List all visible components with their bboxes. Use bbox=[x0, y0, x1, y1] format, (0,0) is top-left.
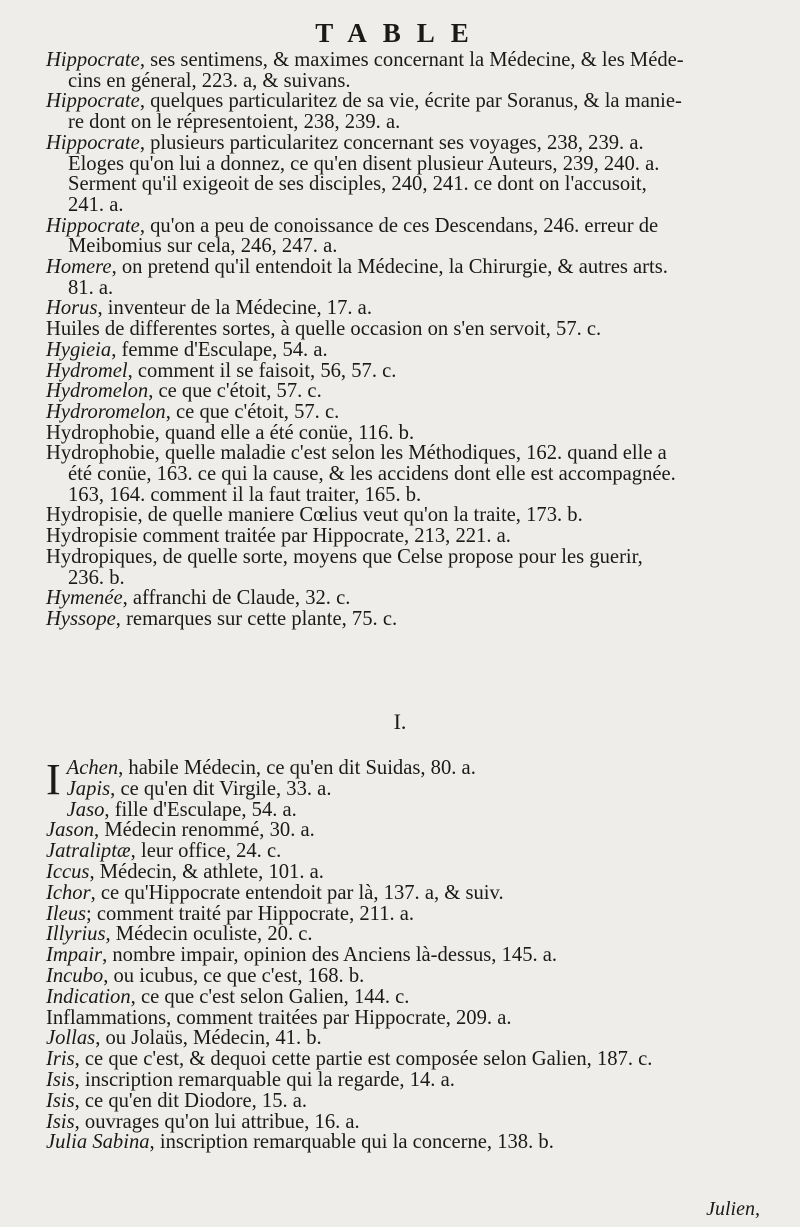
entry-term: Hippocrate bbox=[46, 49, 140, 71]
entry-term: Jollas bbox=[46, 1027, 96, 1050]
entry-text: Hydrophobie, quand elle a été conüe, 116. b. bbox=[46, 421, 415, 444]
entry-term: Illyrius bbox=[46, 923, 106, 946]
entry-text: , fille d'Esculape, 54. a. bbox=[104, 798, 297, 821]
entry-term: Isis bbox=[46, 1068, 75, 1091]
index-entry bbox=[46, 1049, 762, 1070]
index-entry bbox=[46, 1008, 762, 1029]
entry-text: , inventeur de la Médecine, 17. a. bbox=[97, 297, 372, 320]
entry-line bbox=[46, 1028, 762, 1049]
entry-text: 81. a. bbox=[68, 276, 114, 299]
entry-text: , leur office, 24. c. bbox=[130, 840, 282, 863]
entry-line bbox=[46, 1112, 762, 1133]
entry-text: , qu'on a peu de conoissance de ces Descendans, 246. erreur de bbox=[139, 214, 659, 237]
entry-continuation bbox=[46, 485, 762, 506]
entry-text: , ou icubus, ce que c'est, 168. b. bbox=[103, 964, 365, 987]
entry-text: été conüe, 163. ce qui la cause, & les accidens dont elle est accompagnée. bbox=[68, 463, 676, 486]
entry-text: Eloges qu'on lui a donnez, ce qu'en disent plusieur Auteurs, 239, 240. a. bbox=[68, 152, 660, 175]
index-entry bbox=[46, 319, 762, 340]
entry-continuation bbox=[46, 236, 762, 257]
index-entry bbox=[46, 1091, 762, 1112]
index-entry bbox=[46, 945, 762, 966]
index-entries-h bbox=[46, 50, 762, 630]
index-entry bbox=[46, 298, 762, 319]
entry-term: Julia Sabina bbox=[46, 1131, 150, 1154]
entry-line bbox=[46, 505, 762, 526]
entry-text: , ce que c'étoit, 57. c. bbox=[148, 380, 322, 403]
entry-line bbox=[46, 257, 762, 278]
entry-text: , affranchi de Claude, 32. c. bbox=[122, 587, 351, 610]
entry-line bbox=[46, 1091, 762, 1112]
entry-term: Homere bbox=[46, 256, 112, 279]
index-entry bbox=[46, 361, 762, 382]
entry-line bbox=[46, 361, 762, 382]
index-entry bbox=[46, 820, 762, 841]
entry-line bbox=[46, 1049, 762, 1070]
index-entry bbox=[46, 443, 762, 505]
entry-line bbox=[46, 91, 762, 112]
index-entry bbox=[46, 883, 762, 904]
index-entry bbox=[46, 841, 762, 862]
entry-term: Hydroromelon bbox=[46, 400, 166, 423]
index-entry bbox=[46, 257, 762, 298]
entry-text: Hydropisie comment traitée par Hippocrate, 213, 221. a. bbox=[46, 525, 511, 548]
entry-text: , inscription remarquable qui la concerne, 138. b. bbox=[149, 1131, 554, 1154]
entry-text: , Médecin renommé, 30. a. bbox=[94, 819, 315, 842]
entry-term: Japis bbox=[66, 777, 111, 800]
entry-line bbox=[46, 588, 762, 609]
entry-term: Incubo bbox=[46, 964, 104, 987]
index-entry bbox=[46, 1028, 762, 1049]
entry-text: , ce qu'en dit Diodore, 15. a. bbox=[74, 1089, 308, 1112]
entry-line bbox=[46, 133, 762, 154]
entry-text: , femme d'Esculape, 54. a. bbox=[111, 338, 328, 361]
entry-continuation bbox=[46, 278, 762, 299]
entry-line bbox=[46, 966, 762, 987]
entry-line bbox=[46, 945, 762, 966]
index-entry bbox=[46, 1070, 762, 1091]
entry-text: , Médecin oculiste, 20. c. bbox=[105, 923, 313, 946]
entry-text: Huiles de differentes sortes, à quelle occasion on s'en servoit, 57. c. bbox=[46, 318, 602, 341]
entry-line bbox=[46, 924, 762, 945]
entry-line bbox=[46, 862, 762, 883]
entry-line bbox=[46, 381, 762, 402]
entry-text: , ce qu'Hippocrate entendoit par là, 137. a, & suiv. bbox=[90, 881, 504, 904]
entry-text: Meibomius sur cela, 246, 247. a. bbox=[68, 235, 338, 258]
entry-term: Isis bbox=[46, 1110, 75, 1133]
index-entry bbox=[46, 800, 762, 821]
entry-line bbox=[46, 609, 762, 630]
index-entries-i bbox=[46, 755, 762, 1154]
index-entry bbox=[46, 904, 762, 925]
entry-line bbox=[46, 402, 762, 423]
index-entry bbox=[46, 862, 762, 883]
entry-term: Horus bbox=[46, 297, 98, 320]
entry-term: Ichor bbox=[46, 881, 91, 904]
entry-text: , ouvrages qu'on lui attribue, 16. a. bbox=[74, 1110, 360, 1133]
catchword: Julien, bbox=[706, 1198, 760, 1220]
entry-term: Ileus bbox=[46, 902, 87, 925]
entry-continuation bbox=[46, 112, 762, 133]
entry-continuation bbox=[46, 174, 762, 195]
entry-term: Hydromelon bbox=[46, 380, 149, 403]
index-entry bbox=[46, 1112, 762, 1133]
index-entry bbox=[46, 133, 762, 216]
index-entry bbox=[46, 987, 762, 1008]
entry-line bbox=[46, 443, 762, 464]
page-header: TABLE bbox=[315, 18, 485, 48]
entry-line bbox=[46, 779, 762, 800]
entry-text: , ou Jolaüs, Médecin, 41. b. bbox=[95, 1027, 322, 1050]
entry-term: Hippocrate bbox=[46, 131, 140, 154]
entry-term: Jaso bbox=[66, 798, 105, 821]
entry-line bbox=[46, 800, 762, 821]
section-letter: I. bbox=[393, 709, 407, 734]
entry-line bbox=[46, 1070, 762, 1091]
entry-term: Iris bbox=[46, 1048, 75, 1071]
index-entry bbox=[46, 423, 762, 444]
entry-line bbox=[46, 1008, 762, 1029]
index-entry bbox=[46, 402, 762, 423]
entry-continuation bbox=[46, 71, 762, 92]
entry-term: Hippocrate bbox=[46, 214, 140, 237]
index-entry bbox=[46, 588, 762, 609]
entry-text: 163, 164. comment il la faut traiter, 165. b. bbox=[68, 483, 422, 506]
entry-term: Hydromel bbox=[46, 359, 128, 382]
index-entry bbox=[46, 505, 762, 526]
entry-line bbox=[46, 216, 762, 237]
entry-text: , remarques sur cette plante, 75. c. bbox=[115, 607, 398, 630]
entry-text: , plusieurs particularitez concernant ses voyages, 238, 239. a. bbox=[139, 131, 644, 154]
entry-line bbox=[46, 340, 762, 361]
entry-text: , nombre impair, opinion des Anciens là-dessus, 145. a. bbox=[102, 944, 558, 967]
entry-line bbox=[46, 987, 762, 1008]
entry-line bbox=[46, 883, 762, 904]
entry-text: , ce qu'en dit Virgile, 33. a. bbox=[110, 777, 332, 800]
entry-term: Jatraliptæ bbox=[46, 840, 131, 863]
entry-continuation bbox=[46, 195, 762, 216]
entry-text: 236. b. bbox=[68, 566, 125, 589]
entry-text: , quelques particularitez de sa vie, écrite par Soranus, & la manie- bbox=[139, 90, 682, 113]
entry-text: ; comment traité par Hippocrate, 211. a. bbox=[86, 902, 415, 925]
entry-line bbox=[46, 904, 762, 925]
entry-text: Inflammations, comment traitées par Hippocrate, 209. a. bbox=[46, 1006, 512, 1029]
entry-term: Hygieia bbox=[46, 338, 112, 361]
entry-term: Indication bbox=[46, 985, 131, 1008]
index-entry bbox=[46, 526, 762, 547]
entry-line bbox=[46, 423, 762, 444]
entry-continuation bbox=[46, 464, 762, 485]
index-entry bbox=[46, 91, 762, 132]
index-entry bbox=[46, 547, 762, 588]
entry-text: Serment qu'il exigeoit de ses disciples, 240, 241. ce dont on l'accusoit, bbox=[68, 173, 647, 196]
entry-line bbox=[46, 50, 762, 71]
entry-text: , on pretend qu'il entendoit la Médecine, la Chirurgie, & autres arts. bbox=[111, 256, 668, 279]
entry-text: Hydropisie, de quelle maniere Cœlius veut qu'on la traite, 173. b. bbox=[46, 504, 583, 527]
entry-continuation bbox=[46, 568, 762, 589]
entry-term: Hippocrate bbox=[46, 90, 140, 113]
entry-term: Isis bbox=[46, 1089, 75, 1112]
entry-line bbox=[46, 547, 762, 568]
index-entry bbox=[46, 779, 762, 800]
entry-text: cins en géneral, 223. a, & suivans. bbox=[68, 69, 351, 92]
entry-term: Iccus bbox=[46, 860, 90, 883]
index-entry bbox=[46, 609, 762, 630]
entry-text: , ce que c'est, & dequoi cette partie est composée selon Galien, 187. c. bbox=[74, 1048, 653, 1071]
entry-text: , ce que c'étoit, 57. c. bbox=[165, 400, 340, 423]
index-entry bbox=[46, 50, 762, 91]
index-entry bbox=[46, 381, 762, 402]
entry-term: Jason bbox=[46, 819, 95, 842]
entry-line bbox=[46, 526, 762, 547]
entry-text: , habile Médecin, ce qu'en dit Suidas, 80. a. bbox=[118, 757, 476, 779]
entry-text: , Médecin, & athlete, 101. a. bbox=[89, 860, 324, 883]
entry-term: Impair bbox=[46, 944, 103, 967]
entry-line bbox=[46, 298, 762, 319]
entry-line bbox=[46, 820, 762, 841]
entry-text: , inscription remarquable qui la regarde, 14. a. bbox=[74, 1068, 455, 1091]
entry-term: Hyssope bbox=[46, 607, 116, 630]
entry-text: Hydrophobie, quelle maladie c'est selon les Méthodiques, 162. quand elle a bbox=[46, 442, 667, 465]
entry-text: , ce que c'est selon Galien, 144. c. bbox=[130, 985, 410, 1008]
index-entry bbox=[46, 924, 762, 945]
entry-term: Hymenée bbox=[46, 587, 123, 610]
entry-line bbox=[46, 319, 762, 340]
index-entry bbox=[46, 966, 762, 987]
index-entry bbox=[46, 340, 762, 361]
entry-text: re dont on le répresentoient, 238, 239. a. bbox=[68, 111, 401, 134]
entry-text: , ses sentimens, & maximes concernant la Médecine, & les Méde- bbox=[139, 49, 684, 71]
entry-text: Hydropiques, de quelle sorte, moyens que Celse propose pour les guerir, bbox=[46, 545, 643, 568]
entry-term: Achen bbox=[66, 757, 119, 779]
entry-text: , comment il se faisoit, 56, 57. c. bbox=[127, 359, 397, 382]
index-entry bbox=[46, 216, 762, 257]
entry-continuation bbox=[46, 154, 762, 175]
drop-cap: I bbox=[46, 755, 61, 804]
entry-line bbox=[46, 841, 762, 862]
entry-line bbox=[46, 1132, 762, 1153]
entry-text: 241. a. bbox=[68, 193, 124, 216]
index-entry bbox=[46, 1132, 762, 1153]
